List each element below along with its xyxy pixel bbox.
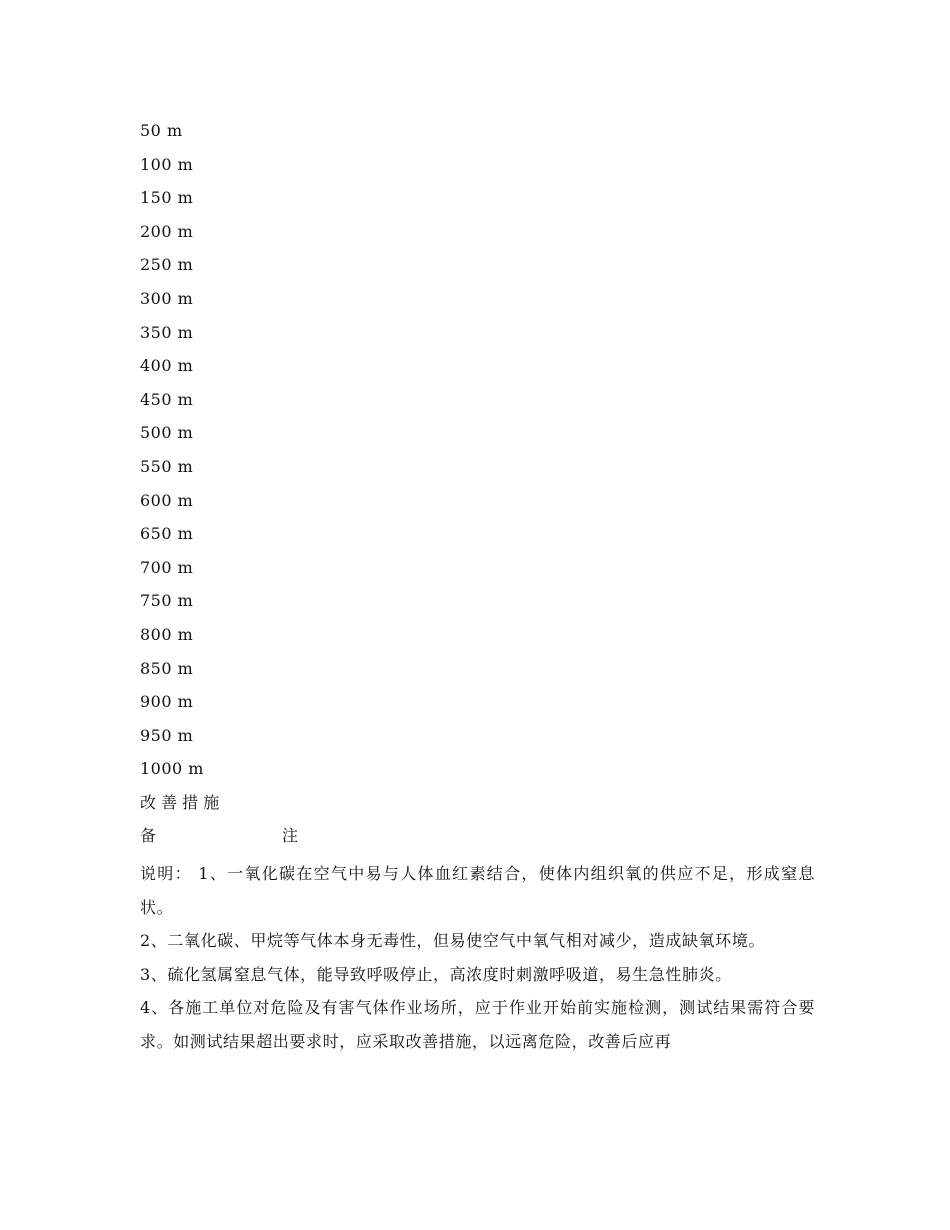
notes-section	[140, 857, 815, 1059]
note-paragraph: 说明： 1、一氧化碳在空气中易与人体血红素结合，使体内组织氧的供应不足，形成窒息状。	[140, 864, 815, 917]
distance-item: 850 m	[140, 658, 194, 678]
distance-item: 150 m	[140, 188, 194, 208]
distance-item: 800 m	[140, 624, 194, 644]
distance-item: 950 m	[140, 725, 194, 745]
note-paragraph: 3、硫化氢属窒息气体，能导致呼吸停止，高浓度时刺激呼吸道，易生急性肺炎。	[140, 964, 732, 984]
distance-item: 550 m	[140, 456, 194, 476]
remarks-label-row	[140, 823, 815, 857]
distance-item: 750 m	[140, 591, 194, 611]
note-paragraph: 4、各施工单位对危险及有害气体作业场所，应于作业开始前实施检测，测试结果需符合要求。如测试结果超出要求时，应采取改善措施，以远离危险，改善后应再	[140, 998, 815, 1052]
distance-item: 100 m	[140, 154, 194, 174]
distance-item: 250 m	[140, 255, 194, 275]
distance-item: 500 m	[140, 423, 194, 443]
document-content	[140, 118, 815, 1059]
measures-label: 改 善 措 施	[140, 792, 220, 812]
distance-list	[140, 118, 815, 790]
remarks-label-char-2: 注	[282, 826, 299, 846]
distance-item: 650 m	[140, 524, 194, 544]
distance-item: 300 m	[140, 288, 194, 308]
distance-item: 900 m	[140, 692, 194, 712]
distance-item: 600 m	[140, 490, 194, 510]
distance-item: 1000 m	[140, 759, 204, 779]
distance-item: 700 m	[140, 557, 194, 577]
distance-item: 400 m	[140, 356, 194, 376]
measures-label-row	[140, 790, 815, 824]
distance-item: 50 m	[140, 121, 183, 140]
remarks-label-char-1: 备	[140, 826, 157, 846]
distance-item: 450 m	[140, 389, 194, 409]
note-paragraph: 2、二氧化碳、甲烷等气体本身无毒性，但易使空气中氧气相对减少，造成缺氧环境。	[140, 931, 765, 951]
distance-item: 200 m	[140, 221, 194, 241]
distance-item: 350 m	[140, 322, 194, 342]
